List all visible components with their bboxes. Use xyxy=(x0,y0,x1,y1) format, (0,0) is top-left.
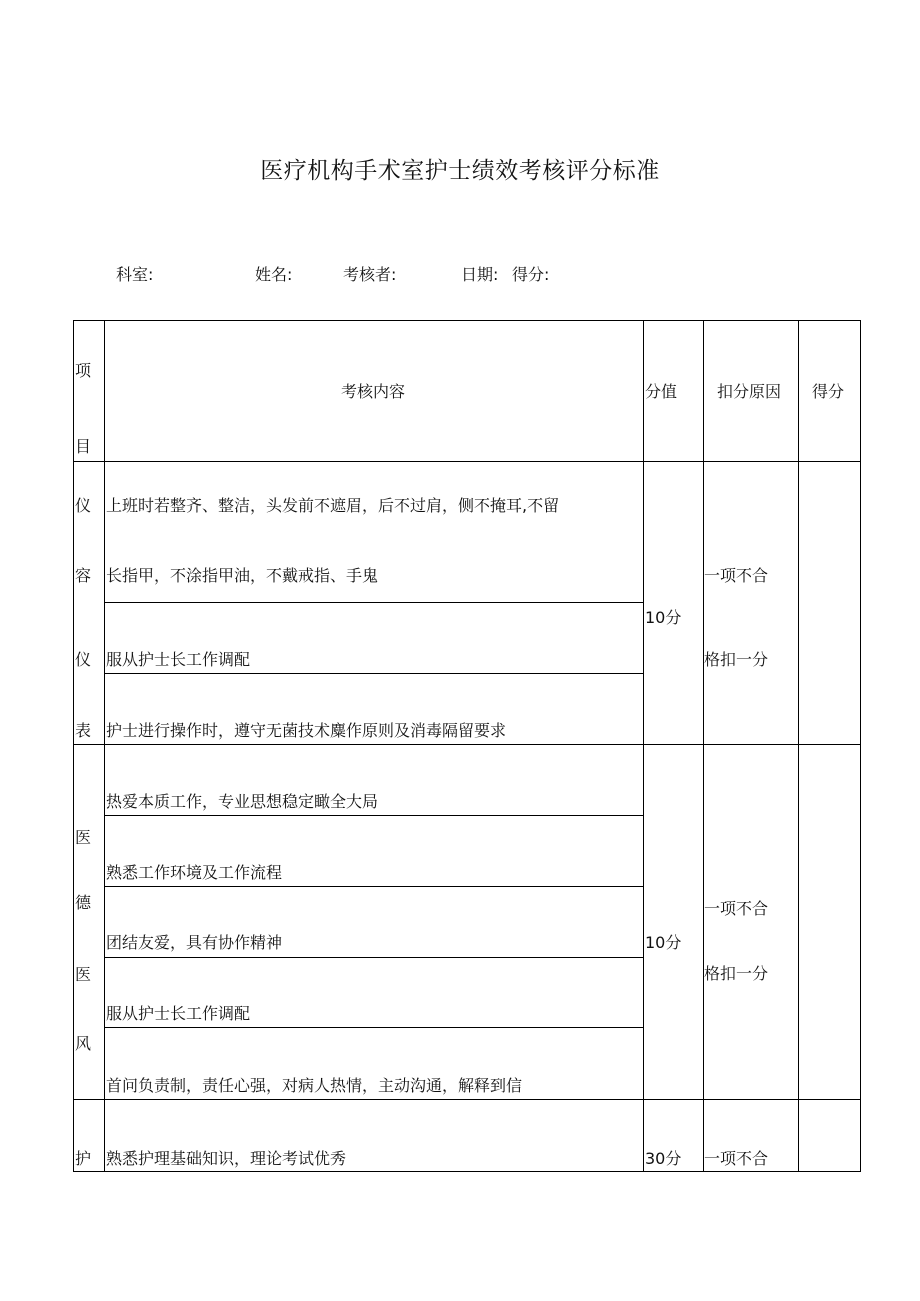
section-name-char: 仪 xyxy=(75,650,92,669)
header-item-char-2: 目 xyxy=(75,437,92,456)
meta-score-label: 得分: xyxy=(512,265,550,284)
header-score: 得分 xyxy=(812,382,845,401)
section-name-char: 德 xyxy=(75,893,92,912)
section-value: 10分 xyxy=(645,933,682,952)
section-name-char: 护 xyxy=(75,1149,92,1168)
meta-name-label: 姓名: xyxy=(255,265,293,284)
section-value: 10分 xyxy=(645,608,682,627)
meta-date-label: 日期: xyxy=(461,265,499,284)
content-row: 热爱本质工作，专业思想稳定瞰全大局 xyxy=(106,792,379,811)
section-name-char: 表 xyxy=(75,721,92,740)
section-name-char: 医 xyxy=(75,828,92,847)
content-row: 长指甲，不涂指甲油，不戴戒指、手鬼 xyxy=(106,566,379,585)
section-name-char: 容 xyxy=(75,566,92,585)
content-row: 护士进行操作时，遵守无菌技术麋作原则及消毒隔留要求 xyxy=(106,721,507,740)
meta-dept-label: 科室: xyxy=(116,265,154,284)
content-row: 服从护士长工作调配 xyxy=(106,650,251,669)
header-value: 分值 xyxy=(645,382,678,401)
content-row: 服从护士长工作调配 xyxy=(106,1004,251,1023)
content-row: 熟悉护理基础知识，理论考试优秀 xyxy=(106,1149,347,1168)
header-reason: 扣分原因 xyxy=(717,382,782,401)
section-name-char: 仪 xyxy=(75,496,92,515)
deduction-reason-line: 格扣一分 xyxy=(704,650,769,669)
content-row: 团结友爱，具有协作精神 xyxy=(106,933,283,952)
content-row: 上班时若整齐、整洁，头发前不遮眉，后不过肩，侧不掩耳,不留 xyxy=(106,496,560,515)
meta-assessor-label: 考核者: xyxy=(343,265,397,284)
deduction-reason-line: 一项不合 xyxy=(704,899,769,918)
section-name-char: 医 xyxy=(75,965,92,984)
document-title: 医疗机构手术室护士绩效考核评分标准 xyxy=(260,158,660,184)
header-item-char-1: 项 xyxy=(75,361,92,380)
deduction-reason-line: 一项不合 xyxy=(704,1149,769,1168)
deduction-reason-line: 格扣一分 xyxy=(704,964,769,983)
content-row: 首问负责制，责任心强，对病人热情，主动沟通，解释到信 xyxy=(106,1076,523,1095)
content-row: 熟悉工作环境及工作流程 xyxy=(106,863,283,882)
deduction-reason-line: 一项不合 xyxy=(704,566,769,585)
section-name-char: 风 xyxy=(75,1034,92,1053)
header-content: 考核内容 xyxy=(341,382,406,401)
section-value: 30分 xyxy=(645,1149,682,1168)
